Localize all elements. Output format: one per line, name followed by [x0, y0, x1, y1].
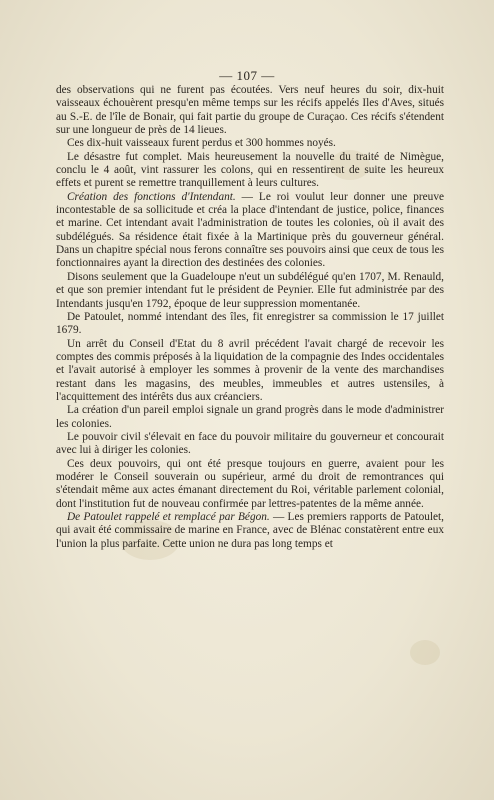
- paragraph: [56, 338, 444, 405]
- paragraph-text: — Le roi voulut leur donner une preuve incontestable de sa sollicitude et créa la place d'intendant de justice, police, finances et marine. Cet intendant avait l'administration de toutes les colonies, où il avait des subdélégués. Sa résidence était fixée à la Martinique près du gouverneur général. Dans un chapitre spécial nous ferons connaître ses pouvoirs ainsi que ceux de tous les fonctionnaires ayant la direction des destinées des colonies.: [56, 190, 444, 270]
- paragraph-text: des observations qui ne furent pas écoutées. Vers neuf heures du soir, dix-huit vaisseaux échouèrent presqu'en même temps sur les récifs appelés Iles d'Aves, situés au S.-E. de l'île de Bonair, qui fait partie du groupe de Curaçao. Ces récifs s'étendent sur une longueur de près de 14 lieues.: [56, 84, 444, 137]
- paragraph: [56, 311, 444, 338]
- section-heading: De Patoulet rappelé et remplacé par Bégon.: [67, 511, 270, 523]
- paragraph-text: La création d'un pareil emploi signale un grand progrès dans le mode d'administrer les colonies.: [56, 404, 444, 430]
- paragraph: [56, 511, 444, 551]
- paragraph: [56, 191, 444, 271]
- paragraph-text: De Patoulet, nommé intendant des îles, fit enregistrer sa commission le 17 juillet 1679.: [56, 310, 444, 337]
- paragraph: [56, 151, 444, 191]
- paragraph: [56, 431, 444, 458]
- paragraph: [56, 404, 444, 431]
- paragraph: [56, 271, 444, 311]
- paragraph-text: — Les premiers rapports de Patoulet, qui avait été commissaire de marine en France, avec de Blénac constatèrent entre eux l'union la plus parfaite. Cette union ne dura pas long temps et: [56, 511, 444, 550]
- paragraph-text: Un arrêt du Conseil d'Etat du 8 avril précédent l'avait chargé de recevoir les comptes des commis préposés à la liquidation de la compagnie des Indes occidentales et l'avait autorisé à employer les sommes à provenir de la vente des marchandises restant dans les magasins, des meubles, immeubles et autres ustensiles, à l'acquittement des intérêts dus aux créanciers.: [56, 337, 444, 403]
- page-number: — 107 —: [219, 68, 275, 83]
- paragraph-text: Ces dix-huit vaisseaux furent perdus et 300 hommes noyés.: [67, 137, 336, 150]
- paragraph-text: Le pouvoir civil s'élevait en face du pouvoir militaire du gouverneur et concourait avec lui à diriger les colonies.: [56, 430, 444, 457]
- paragraph: [56, 458, 444, 511]
- paragraph: [56, 84, 444, 137]
- paragraph: [56, 137, 444, 150]
- paragraph-text: Ces deux pouvoirs, qui ont été presque toujours en guerre, avaient pour les modérer le Conseil souverain ou supérieur, armé du droit de remontrances qui s'étendait même aux actes émanant directement du Roi, véritable parlement colonial, dont l'institution fut de nouveau confirmée par lettres-patentes de la même année.: [56, 457, 444, 510]
- paragraph-text: Disons seulement que la Guadeloupe n'eut un subdélégué qu'en 1707, M. Renauld, et que son premier intendant fut le président de Peynier. Elle fut administrée par des Intendants jusqu'en 1792, époque de leur suppression momentanée.: [56, 270, 444, 310]
- section-heading: Création des fonctions d'Intendant.: [67, 190, 236, 203]
- paper-stain: [410, 640, 440, 665]
- paragraph-text: Le désastre fut complet. Mais heureusement la nouvelle du traité de Nimègue, conclu le 4 août, vint rassurer les colons, qui en ressentirent de suite les heureux effets et purent se remettre tranquillement à leurs cultures.: [56, 150, 444, 190]
- body-text: [56, 84, 444, 551]
